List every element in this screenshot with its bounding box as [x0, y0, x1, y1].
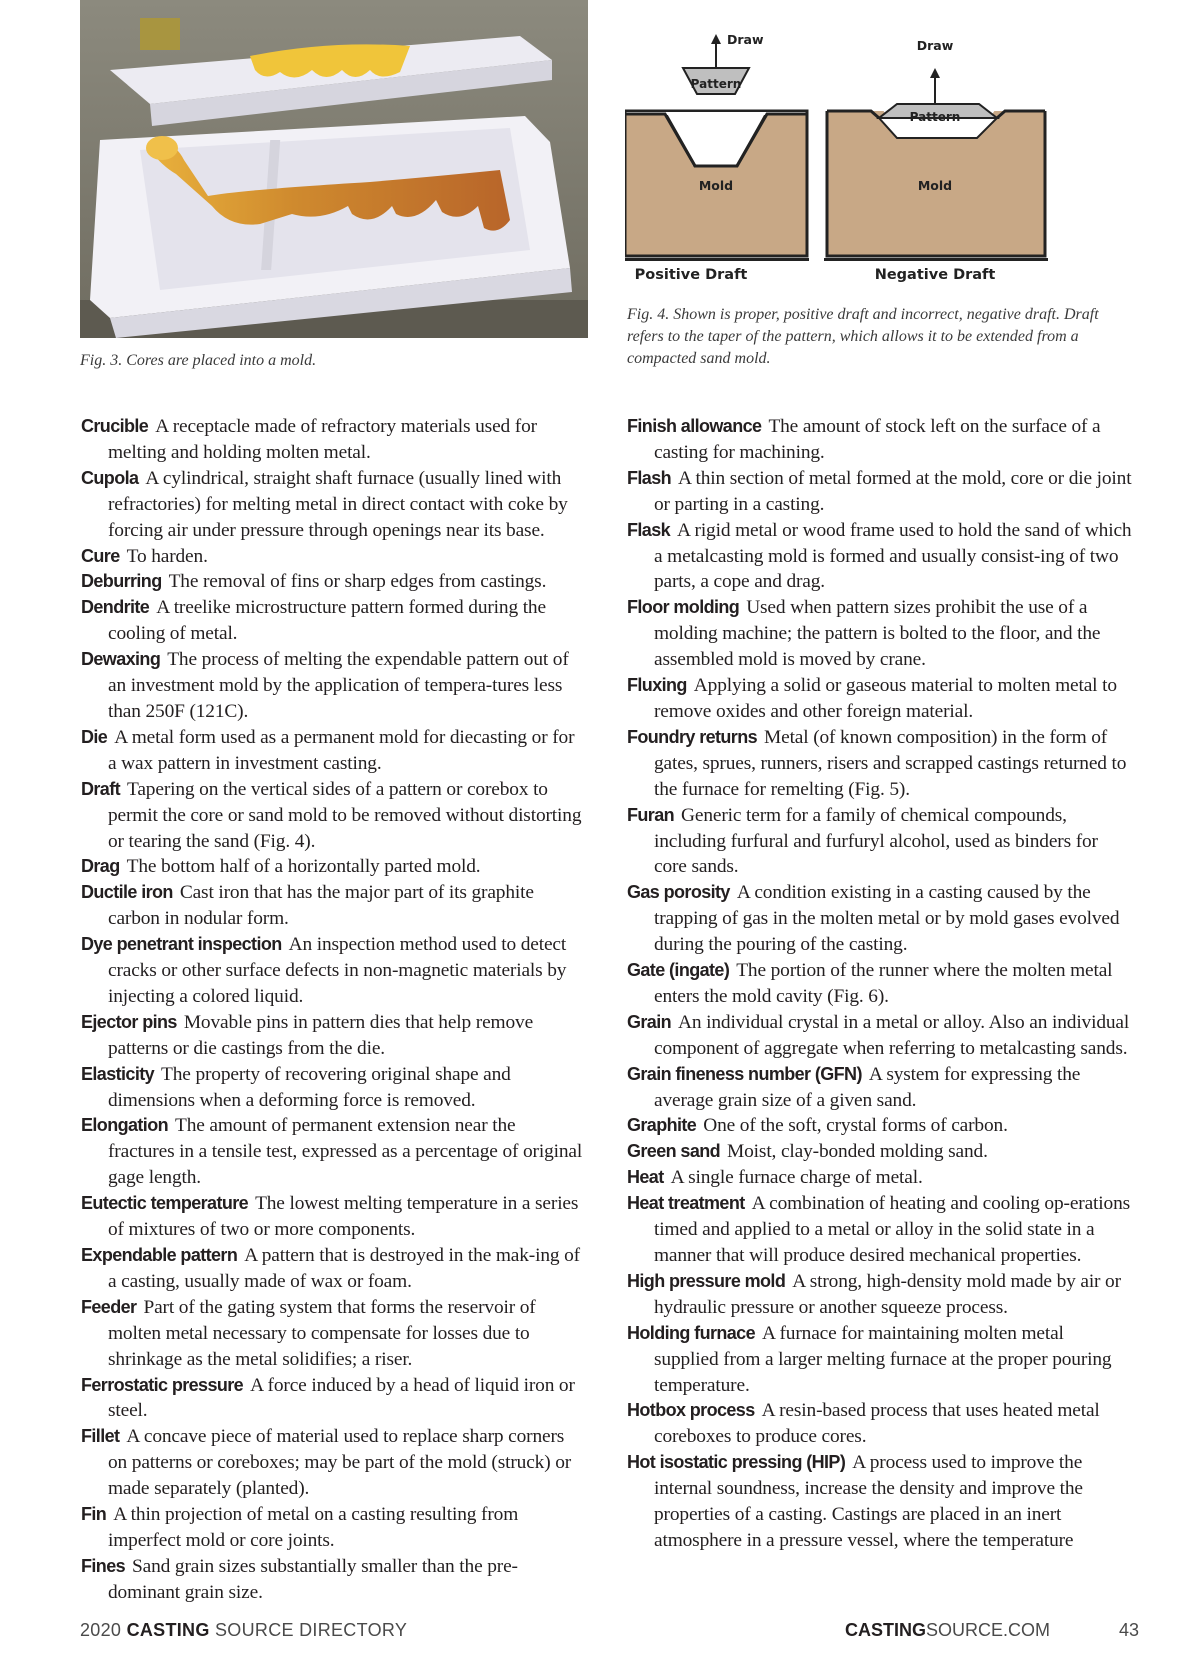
glossary-term: Fin: [81, 1504, 107, 1525]
negative-draw-label: Draw: [916, 38, 954, 53]
glossary-definition: A condition existing in a casting caused by the trapping of gas in the molten metal or by mold gases evolved during the pouring of the casting.: [654, 882, 1120, 956]
glossary-entry: [627, 518, 1132, 596]
glossary-term: Green sand: [627, 1141, 721, 1162]
glossary-term: Fluxing: [627, 675, 687, 696]
glossary-entry: [627, 958, 1132, 1010]
glossary-definition: A resin-based process that uses heated metal coreboxes to produce cores.: [654, 1400, 1100, 1448]
glossary-entry: [81, 1424, 586, 1502]
glossary-term: Hotbox process: [627, 1400, 755, 1421]
glossary-entry: [81, 777, 586, 855]
figure-3-caption: Fig. 3. Cores are placed into a mold.: [80, 352, 317, 369]
glossary-definition: A combination of heating and cooling op-erations timed and applied to a metal or alloy in the solid state in a manner that will produce desired mechanical properties.: [654, 1193, 1131, 1266]
glossary-term: Cure: [81, 545, 120, 566]
glossary-term: Heat treatment: [627, 1193, 745, 1214]
positive-draw-label: Draw: [727, 32, 764, 47]
glossary-definition: A metal form used as a permanent mold for diecasting or for a wax pattern in investment casting.: [108, 726, 575, 774]
glossary-term: Grain: [627, 1011, 672, 1032]
glossary-term: Dewaxing: [81, 649, 161, 670]
glossary-definition: The portion of the runner where the molten metal enters the mold cavity (Fig. 6).: [654, 960, 1113, 1007]
glossary-definition: The removal of fins or sharp edges from castings.: [168, 571, 547, 593]
glossary-definition: Moist, clay-bonded molding sand.: [727, 1141, 988, 1163]
glossary-term: Gate (ingate): [627, 960, 730, 981]
glossary-term: Ferrostatic pressure: [81, 1374, 244, 1395]
glossary-term: High pressure mold: [627, 1270, 786, 1291]
glossary-term: Crucible: [81, 416, 149, 436]
glossary-term: Floor molding: [627, 597, 740, 618]
glossary-term: Elasticity: [81, 1063, 155, 1084]
positive-draft-title: Positive Draft: [634, 267, 748, 283]
glossary-right-column: [627, 414, 1132, 1554]
figure-4-diagram: [625, 26, 1135, 296]
footer-directory: SOURCE DIRECTORY: [214, 1620, 408, 1640]
footer-website: [845, 1620, 1050, 1641]
footer-brand: CASTING: [126, 1620, 210, 1640]
glossary-definition: The lowest melting temperature in a series of mixtures of two or more components.: [108, 1193, 579, 1241]
glossary-definition: Generic term for a family of chemical compounds, including furfural and furfuryl alcohol, used as binders for core sands.: [654, 804, 1098, 878]
positive-mold-label: Mold: [698, 178, 734, 193]
glossary-term: Foundry returns: [627, 726, 758, 747]
glossary-term: Expendable pattern: [81, 1245, 238, 1265]
glossary-term: Drag: [81, 856, 120, 877]
glossary-entry: [81, 1554, 586, 1606]
glossary-definition: Cast iron that has the major part of its graphite carbon in nodular form.: [108, 882, 534, 930]
glossary-entry: [81, 647, 586, 725]
glossary-term: Fines: [81, 1555, 126, 1576]
glossary-entry: [627, 1191, 1132, 1269]
negative-draft-title: Negative Draft: [874, 267, 996, 283]
glossary-term: Ejector pins: [81, 1011, 177, 1032]
glossary-entry: [81, 1502, 586, 1554]
glossary-term: Die: [81, 726, 108, 747]
glossary-term: Finish allowance: [627, 416, 762, 436]
glossary-definition: A rigid metal or wood frame used to hold the sand of which a metalcasting mold is formed and usually consist-ing of two parts, a cope and drag.: [654, 519, 1132, 593]
glossary-term: Grain fineness number (GFN): [627, 1063, 862, 1084]
glossary-entry: [627, 466, 1132, 518]
glossary-definition: A force induced by a head of liquid iron or steel.: [108, 1374, 575, 1422]
glossary-entry: [81, 466, 586, 544]
glossary-entry: [627, 673, 1132, 725]
glossary-term: Gas porosity: [627, 882, 730, 903]
glossary-entry: [81, 569, 586, 595]
glossary-entry: [81, 1373, 586, 1425]
glossary-entry: [81, 1113, 586, 1191]
glossary-term: Dendrite: [81, 597, 150, 618]
glossary-entry: [81, 1295, 586, 1373]
glossary-entry: [81, 854, 586, 880]
footer-year: 2020: [80, 1620, 122, 1640]
glossary-definition: The bottom half of a horizontally parted mold.: [126, 856, 481, 878]
glossary-term: Ductile iron: [81, 882, 173, 903]
glossary-entry: [627, 1139, 1132, 1165]
glossary-entry: [627, 414, 1132, 466]
glossary-entry: [81, 595, 586, 647]
glossary-entry: [627, 1010, 1132, 1062]
glossary-term: Heat: [627, 1167, 664, 1188]
glossary-definition: Movable pins in pattern dies that help remove patterns or die castings from the die.: [108, 1011, 534, 1059]
glossary-entry: [81, 880, 586, 932]
figure-3-photo: [80, 0, 588, 338]
glossary-term: Furan: [627, 804, 675, 825]
glossary-definition: An inspection method used to detect cracks or other surface defects in non-magnetic materials by injecting a colored liquid.: [108, 934, 567, 1007]
glossary-entry: [627, 1398, 1132, 1450]
glossary-entry: [81, 1191, 586, 1243]
glossary-definition: Part of the gating system that forms the reservoir of molten metal necessary to compensate for losses due to shrinkage as the metal solidifies; a riser.: [108, 1296, 536, 1370]
negative-mold-label: Mold: [917, 178, 953, 193]
glossary-definition: An individual crystal in a metal or alloy. Also an individual component of aggregate when referring to metalcasting sands.: [654, 1011, 1130, 1059]
glossary-definition: A pattern that is destroyed in the mak-ing of a casting, usually made of wax or foam.: [108, 1245, 580, 1292]
glossary-definition: One of the soft, crystal forms of carbon.: [703, 1115, 1008, 1137]
glossary-entry: [627, 1113, 1132, 1139]
glossary-definition: Applying a solid or gaseous material to molten metal to remove oxides and other foreign material.: [654, 675, 1117, 722]
glossary-definition: A strong, high-density mold made by air or hydraulic pressure or another squeeze process.: [654, 1270, 1121, 1318]
glossary-entry: [627, 1269, 1132, 1321]
footer-site-suffix: SOURCE.COM: [926, 1620, 1051, 1640]
footer-publication: [80, 1620, 407, 1641]
glossary-left-column: [81, 414, 586, 1606]
glossary-definition: A thin projection of metal on a casting resulting from imperfect mold or core joints.: [108, 1504, 519, 1551]
glossary-entry: [627, 1165, 1132, 1191]
glossary-definition: The property of recovering original shape and dimensions when a deforming force is removed.: [108, 1063, 511, 1111]
glossary-entry: [81, 414, 586, 466]
glossary-term: Feeder: [81, 1296, 137, 1317]
glossary-definition: A thin section of metal formed at the mold, core or die joint or parting in a casting.: [654, 467, 1132, 515]
glossary-term: Cupola: [81, 467, 139, 488]
positive-pattern-label: Pattern: [690, 77, 742, 91]
glossary-entry: [627, 880, 1132, 958]
glossary-entry: [627, 803, 1132, 881]
glossary-definition: A system for expressing the average grain size of a given sand.: [654, 1063, 1081, 1111]
glossary-definition: A process used to improve the internal soundness, increase the density and improve the properties of a casting. Castings are placed in an inert atmosphere in a pressure vessel, where the temperature: [654, 1452, 1083, 1551]
page-number: 43: [1119, 1620, 1140, 1640]
glossary-definition: A treelike microstructure pattern formed during the cooling of metal.: [108, 597, 546, 645]
glossary-entry: [81, 932, 586, 1010]
glossary-entry: [627, 725, 1132, 803]
glossary-entry: [627, 1450, 1132, 1554]
glossary-definition: Tapering on the vertical sides of a pattern or corebox to permit the core or sand mold to be removed without distorting or tearing the sand (Fig. 4).: [108, 778, 582, 852]
glossary-term: Hot isostatic pressing (HIP): [627, 1452, 846, 1473]
glossary-term: Fillet: [81, 1426, 120, 1447]
glossary-term: Draft: [81, 778, 121, 799]
footer-site-brand: CASTING: [845, 1620, 926, 1640]
glossary-definition: The amount of permanent extension near the fractures in a tensile test, expressed as a percentage of original gage length.: [108, 1115, 583, 1189]
glossary-term: Dye penetrant inspection: [81, 934, 282, 955]
glossary-definition: Used when pattern sizes prohibit the use of a molding machine; the pattern is bolted to the floor, and the assembled mold is moved by crane.: [654, 597, 1101, 671]
glossary-term: Flask: [627, 519, 671, 540]
glossary-entry: [627, 1062, 1132, 1114]
glossary-definition: To harden.: [126, 545, 208, 567]
glossary-term: Holding furnace: [627, 1322, 756, 1343]
glossary-definition: The process of melting the expendable pattern out of an investment mold by the application of tempera-tures less than 250F (121C).: [108, 649, 569, 722]
positive-draft-panel: [625, 32, 809, 283]
negative-draft-panel: [824, 38, 1048, 283]
figure-4-caption: Fig. 4. Shown is proper, positive draft and incorrect, negative draft. Draft refers to the taper of the pattern, which allows it to be extended from a compacted sand mold.: [627, 306, 1099, 367]
glossary-term: Eutectic temperature: [81, 1193, 249, 1214]
glossary-term: Graphite: [627, 1115, 697, 1136]
glossary-term: Elongation: [81, 1115, 168, 1136]
glossary-definition: Metal (of known composition) in the form of gates, sprues, runners, risers and scrapped castings returned to the furnace for remelting (Fig. 5).: [654, 726, 1127, 800]
glossary-entry: [81, 1243, 586, 1295]
glossary-definition: A cylindrical, straight shaft furnace (usually lined with refractories) for melting metal in direct contact with coke by forcing air under pressure through openings near its base.: [108, 467, 568, 541]
glossary-definition: The amount of stock left on the surface of a casting for machining.: [654, 416, 1101, 463]
glossary-term: Deburring: [81, 571, 162, 592]
glossary-entry: [81, 1062, 586, 1114]
glossary-entry: [81, 544, 586, 570]
negative-pattern-label: Pattern: [909, 110, 961, 124]
glossary-entry: [627, 595, 1132, 673]
glossary-definition: A receptacle made of refractory materials used for melting and holding molten metal.: [108, 416, 537, 463]
glossary-entry: [81, 725, 586, 777]
glossary-definition: Sand grain sizes substantially smaller than the pre-dominant grain size.: [108, 1555, 518, 1603]
glossary-term: Flash: [627, 467, 672, 488]
glossary-definition: A furnace for maintaining molten metal supplied from a larger melting furnace at the proper pouring temperature.: [654, 1322, 1112, 1396]
glossary-entry: [627, 1321, 1132, 1399]
glossary-definition: A concave piece of material used to replace sharp corners on patterns or coreboxes; may be part of the mold (struck) or made separately (planted).: [108, 1426, 572, 1500]
glossary-definition: A single furnace charge of metal.: [670, 1167, 923, 1189]
glossary-entry: [81, 1010, 586, 1062]
